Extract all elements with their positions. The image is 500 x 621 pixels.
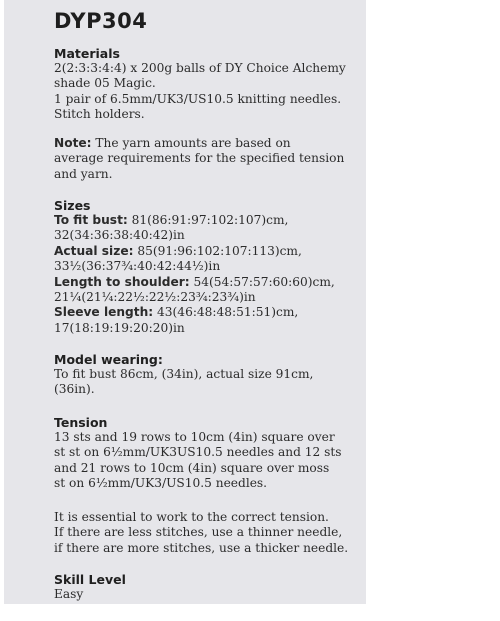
size-fit-bust	[54, 213, 366, 228]
tension-line: st st on 6½mm/UK3US10.5 needles and 12 sts	[54, 445, 342, 460]
advice-line: It is essential to work to the correct tension.	[54, 510, 329, 524]
advice-line: if there are more stitches, use a thicker needle.	[54, 540, 349, 555]
tension-line: 13 sts and 19 rows to 10cm (4in) square over	[54, 430, 335, 444]
size-actual	[54, 244, 366, 259]
skill-heading: Skill Level	[54, 572, 126, 587]
tension-section	[54, 415, 366, 492]
materials-heading: Materials	[54, 46, 120, 61]
size-sleeve-inches: 17(18:19:19:20:20)in	[54, 320, 185, 335]
skill-section	[54, 572, 366, 602]
advice-line: If there are less stitches, use a thinner needle,	[54, 525, 343, 540]
sizes-heading: Sizes	[54, 198, 91, 213]
size-length-label: Length to shoulder:	[54, 274, 190, 289]
model-heading: Model wearing:	[54, 352, 163, 367]
model-line: (36in).	[54, 382, 95, 397]
size-actual-inches: 33½(36:37¾:40:42:44½)in	[54, 259, 221, 274]
pattern-code-title: DYP304	[54, 9, 148, 33]
advice-section	[54, 510, 366, 556]
skill-value: Easy	[54, 587, 84, 601]
tension-heading: Tension	[54, 415, 108, 430]
note-line: average requirements for the specified tension	[54, 151, 345, 166]
size-sleeve	[54, 305, 366, 320]
size-actual-label: Actual size:	[54, 243, 134, 258]
size-sleeve-value: 43(46:48:48:51:51)cm,	[153, 305, 299, 320]
model-line: To fit bust 86cm, (34in), actual size 91cm,	[54, 367, 314, 381]
note-label: Note:	[54, 136, 92, 150]
size-sleeve-label: Sleeve length:	[54, 305, 154, 320]
model-section	[54, 352, 366, 398]
size-length-value: 54(54:57:57:60:60)cm,	[189, 274, 335, 289]
note-first-line	[54, 136, 366, 151]
size-length-inches: 21¼(21¼:22½:22½:23¾:23¾)in	[54, 290, 256, 305]
size-length	[54, 275, 366, 290]
materials-line: 1 pair of 6.5mm/UK3/US10.5 knitting needles.	[54, 91, 342, 106]
materials-line: shade 05 Magic.	[54, 76, 156, 91]
materials-line: 2(2:3:3:4:4) x 200g balls of DY Choice Alchemy	[54, 61, 346, 75]
tension-line: st on 6½mm/UK3/US10.5 needles.	[54, 476, 268, 491]
sizes-section	[54, 198, 366, 336]
size-fit-bust-inches: 32(34:36:38:40:42)in	[54, 228, 185, 243]
pattern-card	[4, 0, 366, 604]
note-section	[54, 136, 366, 182]
tension-line: and 21 rows to 10cm (4in) square over moss	[54, 460, 330, 475]
size-fit-bust-label: To fit bust:	[54, 213, 128, 227]
note-text: The yarn amounts are based on	[91, 136, 291, 150]
materials-section	[54, 46, 366, 123]
size-fit-bust-value: 81(86:91:97:102:107)cm,	[127, 213, 289, 227]
note-line: and yarn.	[54, 166, 113, 181]
size-actual-value: 85(91:96:102:107:113)cm,	[133, 243, 302, 258]
materials-line: Stitch holders.	[54, 107, 145, 122]
